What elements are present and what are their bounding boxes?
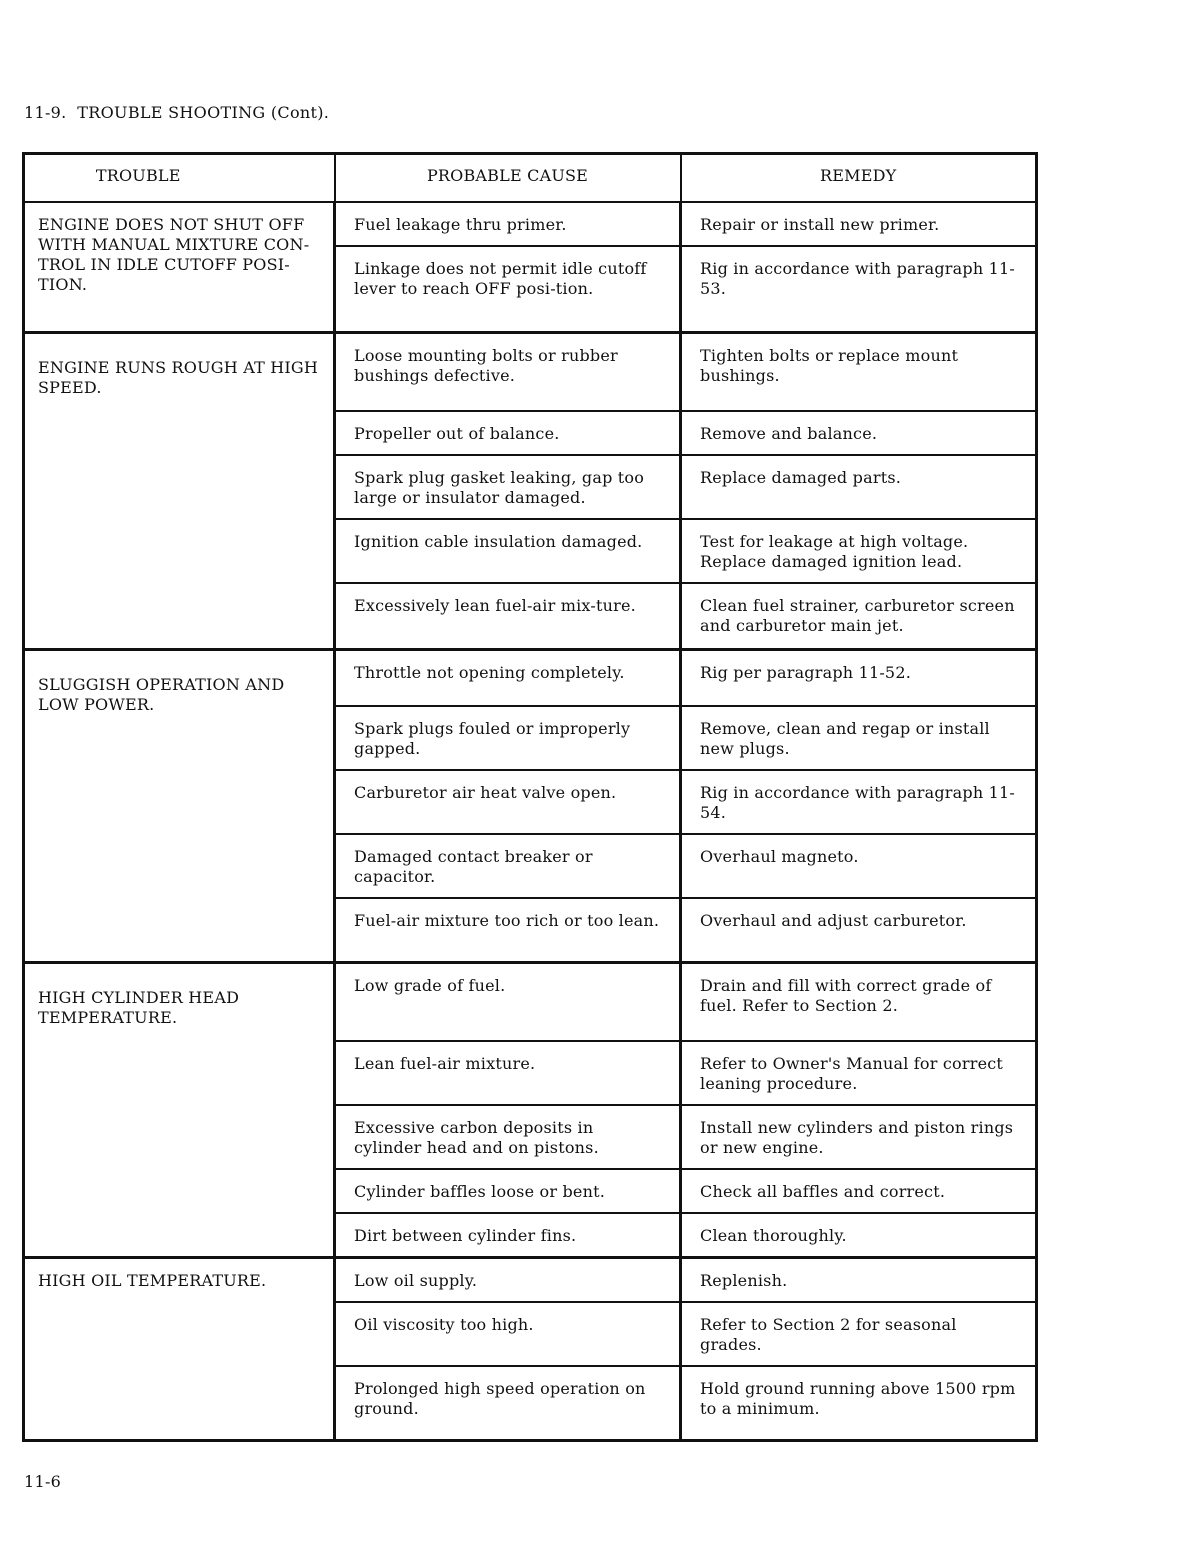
probable-cause-cell: Lean fuel-air mixture.	[335, 1041, 681, 1105]
probable-cause-cell: Loose mounting bolts or rubber bushings defective.	[335, 333, 681, 412]
remedy-cell: Rig in accordance with paragraph 11-53.	[681, 246, 1037, 333]
remedy-cell: Overhaul magneto.	[681, 834, 1037, 898]
remedy-cell: Refer to Owner's Manual for correct leaning procedure.	[681, 1041, 1037, 1105]
trouble-cell: ENGINE DOES NOT SHUT OFF WITH MANUAL MIXTURE CON-TROL IN IDLE CUTOFF POSI-TION.	[24, 202, 335, 333]
remedy-cell: Replenish.	[681, 1258, 1037, 1303]
probable-cause-cell: Low grade of fuel.	[335, 963, 681, 1042]
remedy-cell: Replace damaged parts.	[681, 455, 1037, 519]
table-row	[24, 333, 1037, 412]
probable-cause-cell: Low oil supply.	[335, 1258, 681, 1303]
remedy-cell: Drain and fill with correct grade of fuel. Refer to Section 2.	[681, 963, 1037, 1042]
table-body	[24, 202, 1037, 1441]
trouble-cell: ENGINE RUNS ROUGH AT HIGH SPEED.	[24, 333, 335, 650]
remedy-cell: Overhaul and adjust carburetor.	[681, 898, 1037, 963]
probable-cause-cell: Ignition cable insulation damaged.	[335, 519, 681, 583]
probable-cause-cell: Prolonged high speed operation on ground.	[335, 1366, 681, 1441]
table-row	[24, 963, 1037, 1042]
probable-cause-cell: Cylinder baffles loose or bent.	[335, 1169, 681, 1213]
probable-cause-cell: Oil viscosity too high.	[335, 1302, 681, 1366]
remedy-cell: Check all baffles and correct.	[681, 1169, 1037, 1213]
probable-cause-cell: Linkage does not permit idle cutoff lever to reach OFF posi-tion.	[335, 246, 681, 333]
remedy-cell: Rig per paragraph 11-52.	[681, 650, 1037, 707]
probable-cause-cell: Fuel leakage thru primer.	[335, 202, 681, 246]
remedy-cell: Clean thoroughly.	[681, 1213, 1037, 1258]
table-row	[24, 650, 1037, 707]
probable-cause-cell: Spark plugs fouled or improperly gapped.	[335, 706, 681, 770]
probable-cause-cell: Throttle not opening completely.	[335, 650, 681, 707]
probable-cause-cell: Dirt between cylinder fins.	[335, 1213, 681, 1258]
remedy-cell: Clean fuel strainer, carburetor screen and carburetor main jet.	[681, 583, 1037, 650]
probable-cause-cell: Excessive carbon deposits in cylinder head and on pistons.	[335, 1105, 681, 1169]
probable-cause-cell: Carburetor air heat valve open.	[335, 770, 681, 834]
probable-cause-cell: Excessively lean fuel-air mix-ture.	[335, 583, 681, 650]
remedy-cell: Repair or install new primer.	[681, 202, 1037, 246]
section-heading: 11-9. TROUBLE SHOOTING (Cont).	[24, 103, 330, 122]
probable-cause-cell: Propeller out of balance.	[335, 411, 681, 455]
table-header-row	[24, 154, 1037, 203]
header-remedy: REMEDY	[681, 154, 1037, 203]
remedy-cell: Remove, clean and regap or install new plugs.	[681, 706, 1037, 770]
remedy-cell: Test for leakage at high voltage. Replace damaged ignition lead.	[681, 519, 1037, 583]
remedy-cell: Refer to Section 2 for seasonal grades.	[681, 1302, 1037, 1366]
probable-cause-cell: Spark plug gasket leaking, gap too large or insulator damaged.	[335, 455, 681, 519]
remedy-cell: Rig in accordance with paragraph 11-54.	[681, 770, 1037, 834]
remedy-cell: Remove and balance.	[681, 411, 1037, 455]
table-row	[24, 202, 1037, 246]
table-row	[24, 1258, 1037, 1303]
trouble-cell: HIGH CYLINDER HEAD TEMPERATURE.	[24, 963, 335, 1258]
remedy-cell: Install new cylinders and piston rings or new engine.	[681, 1105, 1037, 1169]
remedy-cell: Hold ground running above 1500 rpm to a minimum.	[681, 1366, 1037, 1441]
trouble-shooting-table	[22, 152, 1038, 1442]
page-number: 11-6	[24, 1472, 62, 1491]
header-probable-cause: PROBABLE CAUSE	[335, 154, 681, 203]
trouble-cell: HIGH OIL TEMPERATURE.	[24, 1258, 335, 1441]
probable-cause-cell: Fuel-air mixture too rich or too lean.	[335, 898, 681, 963]
probable-cause-cell: Damaged contact breaker or capacitor.	[335, 834, 681, 898]
trouble-cell: SLUGGISH OPERATION AND LOW POWER.	[24, 650, 335, 963]
remedy-cell: Tighten bolts or replace mount bushings.	[681, 333, 1037, 412]
header-trouble: TROUBLE	[24, 154, 335, 203]
